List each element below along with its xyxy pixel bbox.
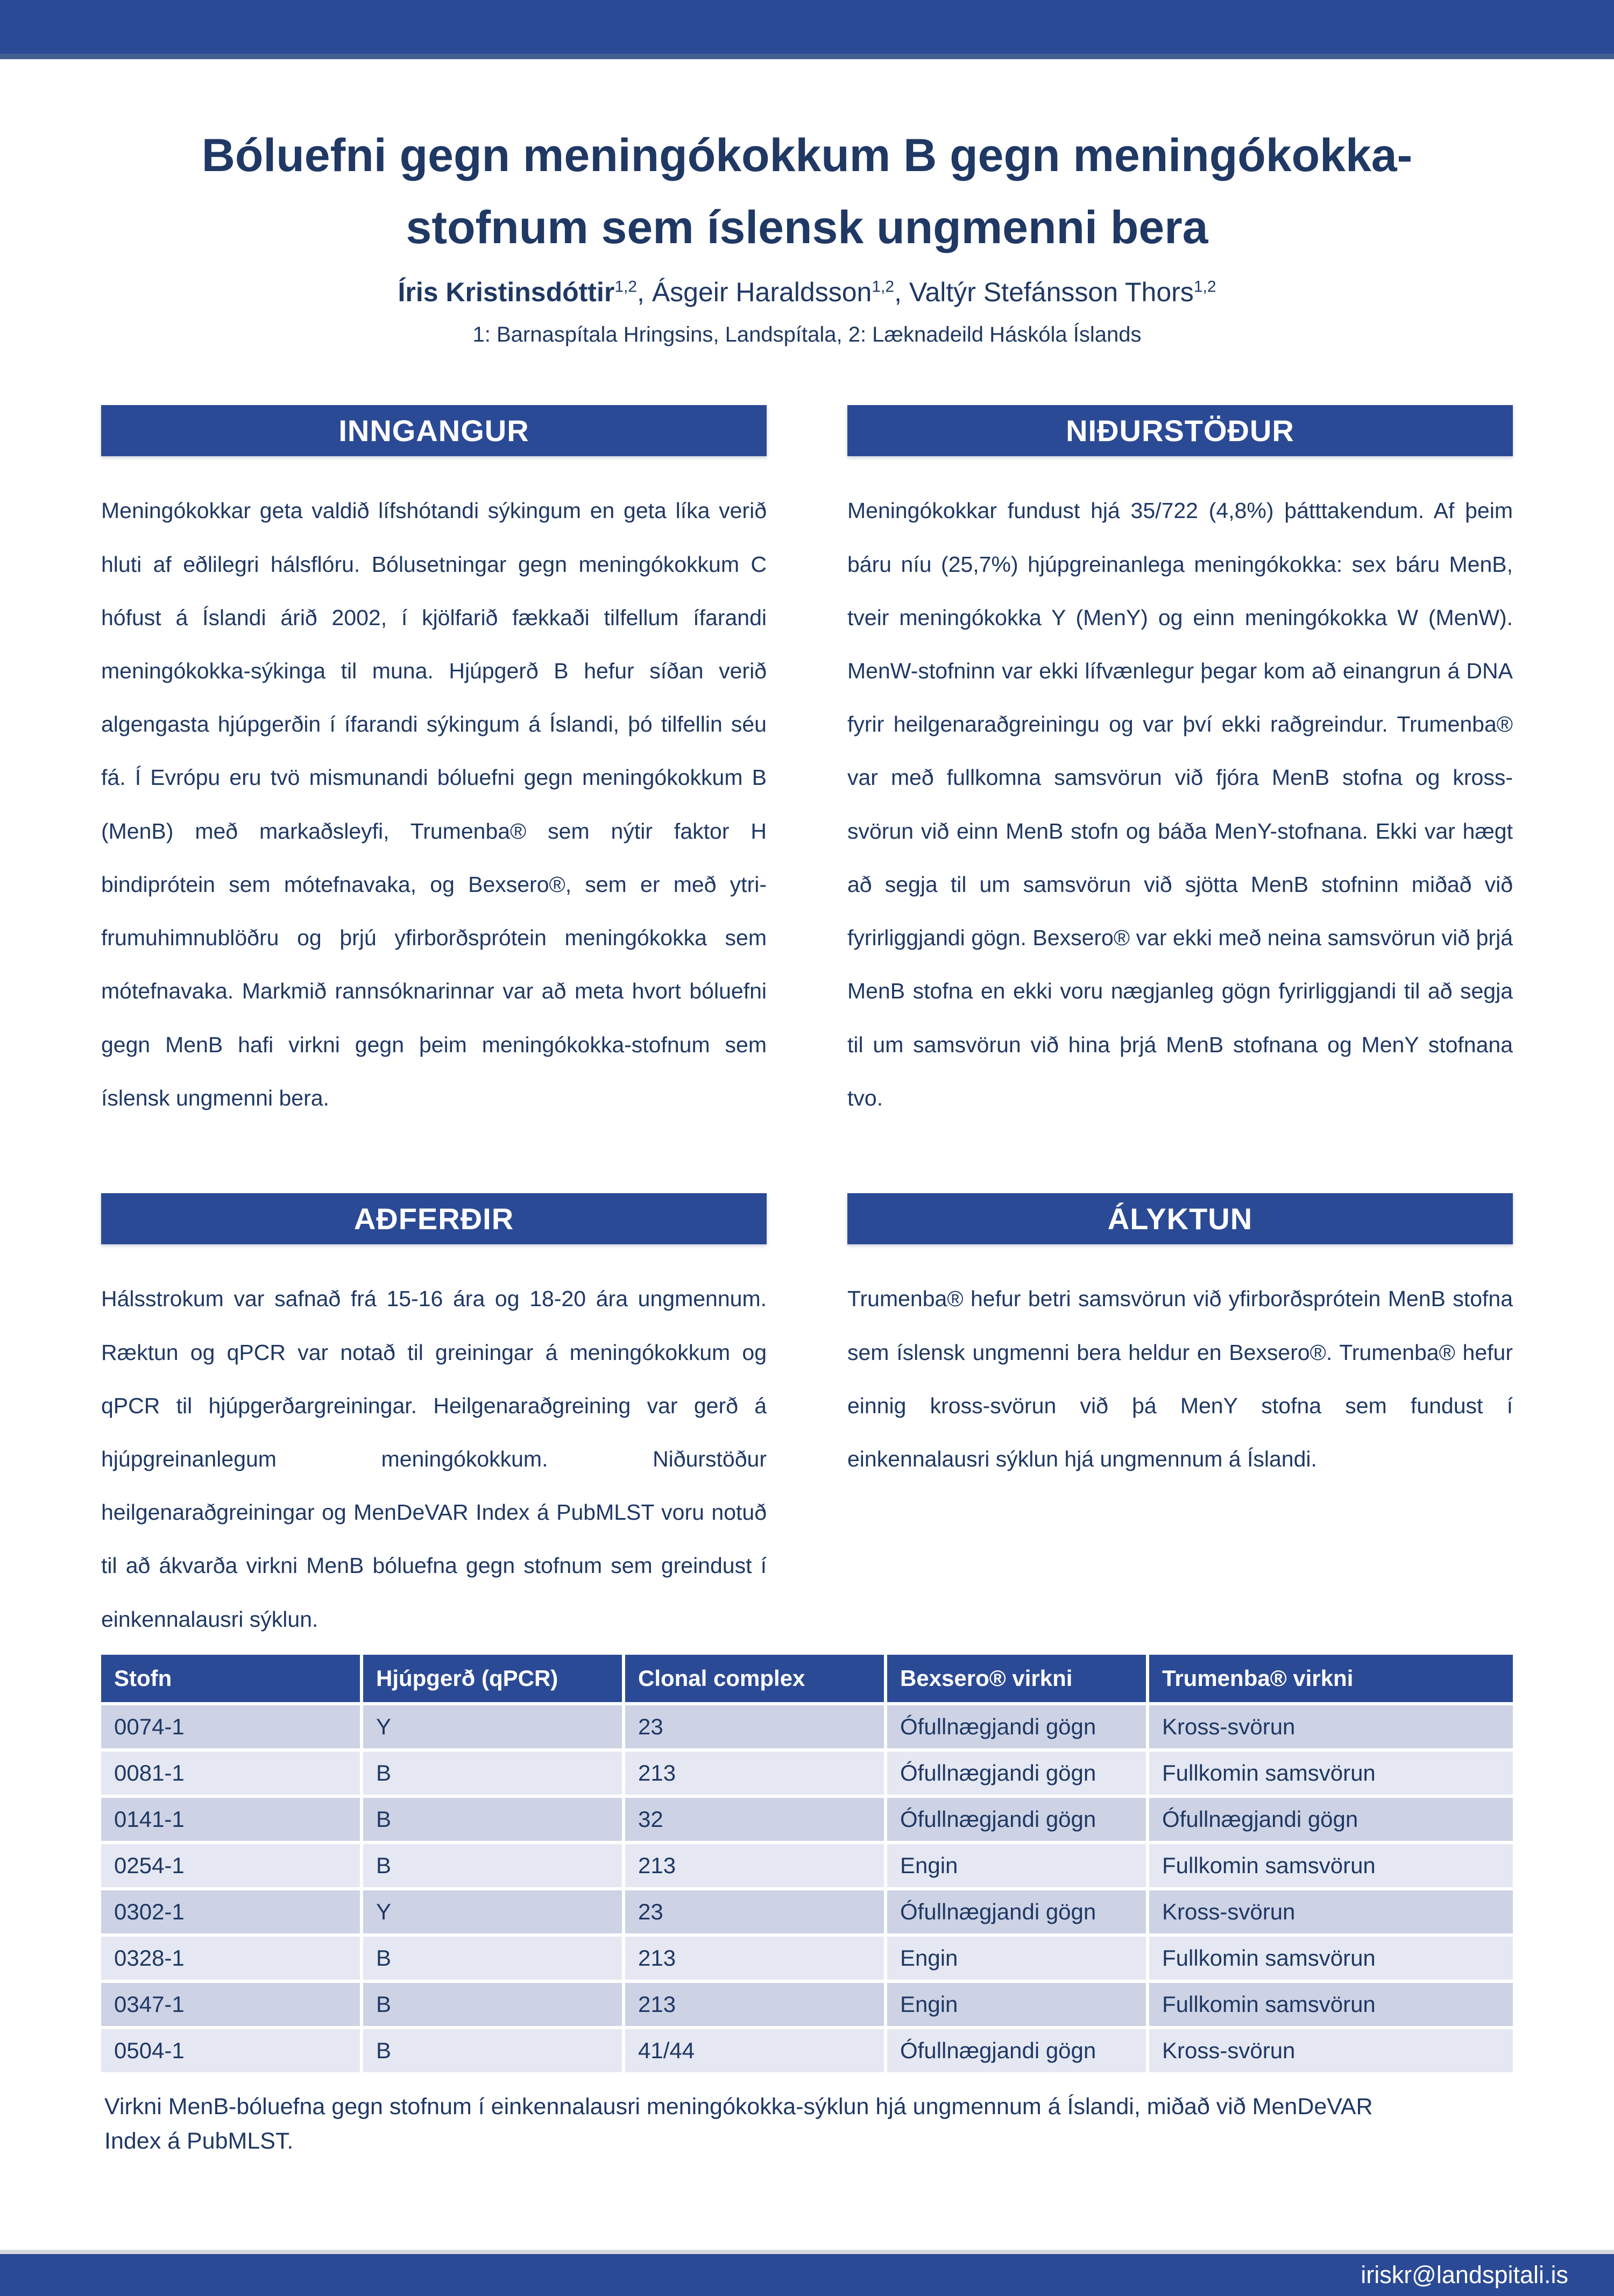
- table-row: [101, 1937, 1513, 1980]
- table-cell: 0347-1: [101, 1983, 360, 2026]
- table-row: [101, 1844, 1513, 1887]
- author-name-1: Íris Kristinsdóttir: [398, 277, 615, 308]
- table-cell: 0328-1: [101, 1937, 360, 1980]
- table-cell: 0254-1: [101, 1844, 360, 1887]
- table-cell: Kross-svörun: [1149, 1705, 1513, 1748]
- results-table: [98, 1652, 1516, 2075]
- table-row: [101, 1890, 1513, 1933]
- column-header-trumenba-virkni: Trumenba® virkni: [1149, 1655, 1513, 1702]
- table-cell: 0302-1: [101, 1890, 360, 1933]
- column-header-bexsero-virkni: Bexsero® virkni: [887, 1655, 1146, 1702]
- footer-bar: [0, 2250, 1614, 2296]
- table-cell: 41/44: [625, 2029, 884, 2072]
- column-header-stofn: Stofn: [101, 1655, 360, 1702]
- table-cell: Ófullnægjandi gögn: [887, 2029, 1146, 2072]
- table-cell: Y: [363, 1890, 622, 1933]
- title-line-1: Bóluefni gegn meningókokkum B gegn meningókokka-: [201, 130, 1413, 181]
- contact-email: iriskr@landspitali.is: [1361, 2261, 1568, 2288]
- table-row: [101, 1705, 1513, 1748]
- table-cell: B: [363, 1937, 622, 1980]
- table-cell: 23: [625, 1890, 884, 1933]
- table-cell: 0074-1: [101, 1705, 360, 1748]
- table-cell: Ófullnægjandi gögn: [887, 1890, 1146, 1933]
- table-cell: B: [363, 2029, 622, 2072]
- table-cell: 32: [625, 1798, 884, 1841]
- table-caption: Virkni MenB-bóluefna gegn stofnum í einkennalausri meningókokka-sýklun hjá ungmennum á Íslandi, miðað við MenDeVAR Index á PubMLST.: [104, 2093, 1373, 2155]
- two-column-body: [0, 405, 1614, 1646]
- table-cell: B: [363, 1798, 622, 1841]
- table-cell: Ófullnægjandi gögn: [887, 1798, 1146, 1841]
- table-cell: Ófullnægjandi gögn: [887, 1752, 1146, 1795]
- title-line-2: stofnum sem íslensk ungmenni bera: [406, 202, 1208, 254]
- table-header-row: [101, 1655, 1513, 1702]
- section-title-inngangur: INNGANGUR: [338, 414, 529, 448]
- table-cell: Fullkomin samsvörun: [1149, 1937, 1513, 1980]
- table-cell: Ófullnægjandi gögn: [887, 1705, 1146, 1748]
- table-cell: B: [363, 1752, 622, 1795]
- section-header-inngangur: [101, 405, 767, 456]
- top-banner-bar: [0, 0, 1614, 59]
- author-superscript-1: 1,2: [614, 278, 638, 296]
- section-header-nidurstodur: [847, 405, 1513, 456]
- table-cell: Kross-svörun: [1149, 1890, 1513, 1933]
- column-header-clonal-complex: Clonal complex: [625, 1655, 884, 1702]
- table-cell: 0081-1: [101, 1752, 360, 1795]
- section-header-alyktun: [847, 1193, 1513, 1244]
- authors-line: [0, 277, 1614, 308]
- table-cell: Engin: [887, 1844, 1146, 1887]
- section-body-alyktun: Trumenba® hefur betri samsvörun við yfirborðsprótein MenB stofna sem íslensk ungmenni bera heldur en Bexsero®. Trumenba® hefur einnig kross-svörun við þá MenY stofna sem fundust í einkennalausri sýklun hjá ungmennum á Íslandi.: [847, 1286, 1513, 1471]
- table-cell: Kross-svörun: [1149, 2029, 1513, 2072]
- section-header-adferdir: [101, 1193, 767, 1244]
- section-body-adferdir: Hálsstrokum var safnað frá 15-16 ára og 18-20 ára ungmennum. Ræktun og qPCR var notað til greiningar á meningókokkum og qPCR til hjúpgerðargreiningar. Heilgenaraðgreining var gerð á hjúpgreinanlegum meningókokkum. Niðurstöður heilgenaraðgreiningar og MenDeVAR Index á PubMLST voru notuð til að ákvarða virkni MenB bóluefna gegn stofnum sem greindust í einkennalausri sýklun.: [101, 1286, 767, 1632]
- table-row: [101, 1983, 1513, 2026]
- table-cell: 213: [625, 1752, 884, 1795]
- column-header-hjupgerd: Hjúpgerð (qPCR): [363, 1655, 622, 1702]
- section-title-adferdir: AÐFERÐIR: [353, 1202, 514, 1236]
- table-row: [101, 1752, 1513, 1795]
- section-title-alyktun: ÁLYKTUN: [1107, 1202, 1253, 1236]
- table-cell: Fullkomin samsvörun: [1149, 1752, 1513, 1795]
- table-row: [101, 1798, 1513, 1841]
- table-cell: 213: [625, 1937, 884, 1980]
- table-cell: Ófullnægjandi gögn: [1149, 1798, 1513, 1841]
- table-cell: B: [363, 1844, 622, 1887]
- table-cell: B: [363, 1983, 622, 2026]
- poster-title: [75, 119, 1539, 264]
- table-cell: Fullkomin samsvörun: [1149, 1983, 1513, 2026]
- affiliations-line: 1: Barnaspítala Hringsins, Landspítala, 2: Læknadeild Háskóla Íslands: [472, 323, 1142, 347]
- table-cell: 0504-1: [101, 2029, 360, 2072]
- table-row: [101, 2029, 1513, 2072]
- author-superscript-2: 1,2: [872, 278, 895, 296]
- table-cell: Fullkomin samsvörun: [1149, 1844, 1513, 1887]
- table-cell: 0141-1: [101, 1798, 360, 1841]
- author-name-2: , Ásgeir Haraldsson: [637, 277, 872, 308]
- results-table-wrap: [0, 1652, 1614, 2075]
- table-cell: Engin: [887, 1983, 1146, 2026]
- section-body-nidurstodur: Meningókokkar fundust hjá 35/722 (4,8%) þátttakendum. Af þeim báru níu (25,7%) hjúpgreinanlega meningókokka: sex báru MenB, tveir meningókokka Y (MenY) og einn meningókokka W (MenW). MenW-stofninn var ekki lífvænlegur þegar kom að einangrun á DNA fyrir heilgenaraðgreiningu og var því ekki raðgreindur. Trumenba® var með fullkomna samsvörun við fjóra MenB stofna og kross-svörun við einn MenB stofn og báða MenY-stofnana. Ekki var hægt að segja til um samsvörun við sjötta MenB stofninn miðað við fyrirliggjandi gögn. Bexsero® var ekki með neina samsvörun við þrjá MenB stofna en ekki voru nægjanleg gögn fyrirliggjandi til að segja til um samsvörun við hina þrjá MenB stofnana og MenY stofnana tvo.: [847, 498, 1513, 1110]
- table-cell: 213: [625, 1983, 884, 2026]
- section-body-inngangur: Meningókokkar geta valdið lífshótandi sýkingum en geta líka verið hluti af eðlilegri hálsflóru. Bólusetningar gegn meningókokkum C hófust á Íslandi árið 2002, í kjölfarið fækkaði tilfellum ífarandi meningókokka-sýkinga til muna. Hjúpgerð B hefur síðan verið algengasta hjúpgerðin í ífarandi sýkingum á Íslandi, þó tilfellin séu fá. Í Evrópu eru tvö mismunandi bóluefni gegn meningókokkum B (MenB) með markaðsleyfi, Trumenba® sem nýtir faktor H bindiprótein sem mótefnavaka, og Bexsero®, sem er með ytri-frumuhimnublöðru og þrjú yfirborðsprótein meningókokka sem mótefnavaka. Markmið rannsóknarinnar var að meta hvort bóluefni gegn MenB hafi virkni gegn þeim meningókokka-stofnum sem íslensk ungmenni bera.: [101, 498, 767, 1110]
- author-superscript-3: 1,2: [1193, 278, 1216, 296]
- table-cell: 23: [625, 1705, 884, 1748]
- table-cell: 213: [625, 1844, 884, 1887]
- table-cell: Engin: [887, 1937, 1146, 1980]
- section-title-nidurstodur: NIÐURSTÖÐUR: [1066, 414, 1294, 448]
- author-name-3: , Valtýr Stefánsson Thors: [894, 277, 1194, 308]
- table-cell: Y: [363, 1705, 622, 1748]
